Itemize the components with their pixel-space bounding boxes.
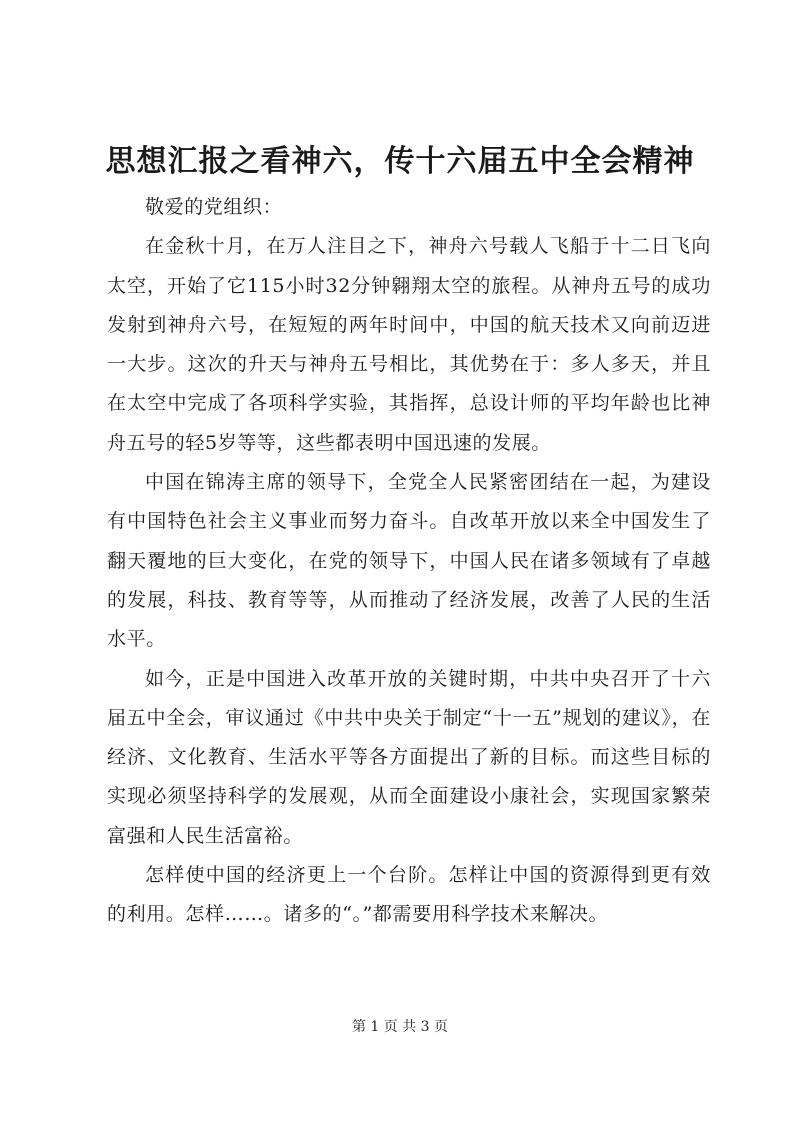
paragraph-science-technology: 怎样使中国的经济更上一个台阶。怎样让中国的资源得到更有效的利用。怎样……。诸多的“。”都需要用科学技术来解决。 [107,864,711,926]
paragraph-plenary-session: 如今，正是中国进入改革开放的关键时期，中共中央召开了十六届五中全会，审议通过《中共中央关于制定“十一五”规划的建议》，在经济、文化教育、生活水平等各方面提出了新的目标。而这些目标的实现必须坚持科学的发展观，从而全面建设小康社会，实现国家繁荣富强和人民生活富裕。 [107,667,711,847]
paragraph-shenzhou: 在金秋十月，在万人注目之下，神舟六号载人飞船于十二日飞向太空，开始了它115小时32分钟翱翔太空的旅程。从神舟五号的成功发射到神舟六号，在短短的两年时间中，中国的航天技术又向前迈进一大步。这次的升天与神舟五号相比，其优势在于：多人多天，并且在太空中完成了各项科学实验，其指挥，总设计师的平均年龄也比神舟五号的轻5岁等等，这些都表明中国迅速的发展。 [107,235,711,454]
paragraph-leadership: 中国在锦涛主席的领导下，全党全人民紧密团结在一起，为建设有中国特色社会主义事业而努力奋斗。自改革开放以来全中国发生了翻天覆地的巨大变化，在党的领导下，中国人民在诸多领域有了卓越的发展，科技、教育等等，从而推动了经济发展，改善了人民的生活水平。 [107,471,711,651]
page-number-footer: 第 1 页 共 3 页 [351,1019,449,1035]
document-body [107,188,711,935]
document-title: 思想汇报之看神六，传十六届五中全会精神 [105,144,695,179]
salutation: 敬爱的党组织： [145,196,283,218]
